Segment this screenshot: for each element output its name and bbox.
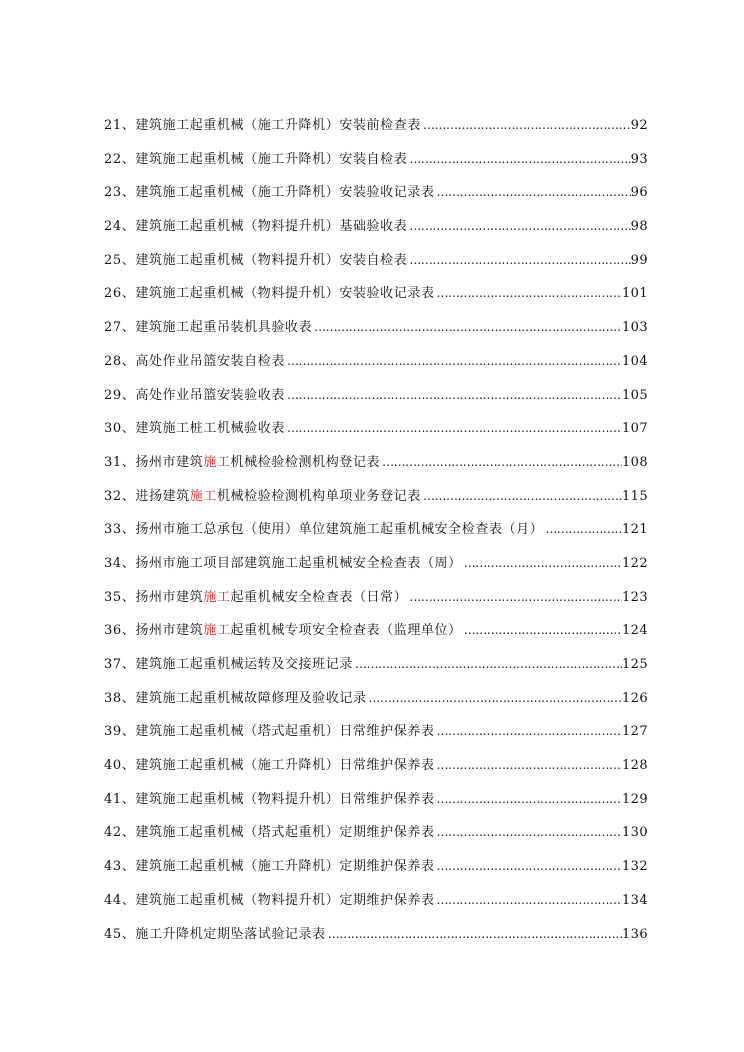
toc-entry-title-text: 38、建筑施工起重机械故障修理及验收记录: [104, 690, 367, 706]
toc-entry[interactable]: [104, 788, 648, 822]
toc-entry-title: [104, 586, 407, 605]
toc-entry-title-text: 42、建筑施工起重机械（塔式起重机）定期维护保养表: [104, 825, 435, 841]
toc-entry-title-text-suffix: 起重机械安全检查表（日常）: [230, 589, 408, 605]
toc-page-number: 108: [621, 454, 648, 470]
toc-page-number: 104: [621, 353, 648, 369]
toc-entry[interactable]: [104, 316, 648, 350]
toc-entry[interactable]: [104, 249, 648, 283]
toc-page-number: 99: [630, 252, 648, 268]
toc-entry-title-text: 45、施工升降机定期坠落试验记录表: [104, 926, 326, 942]
toc-page-number: 105: [621, 387, 648, 403]
toc-page-number: 96: [630, 185, 648, 201]
toc-entry[interactable]: [104, 821, 648, 855]
toc-entry-title-text: 36、扬州市建筑: [104, 623, 204, 639]
toc-dot-leader: [326, 927, 622, 941]
toc-dot-leader: [407, 253, 630, 267]
toc-page-number: 121: [621, 522, 648, 538]
toc-page-number: 136: [621, 926, 648, 942]
toc-entry-title: [104, 215, 407, 234]
toc-dot-leader: [285, 421, 622, 435]
toc-dot-leader: [462, 556, 622, 570]
toc-page-number: 93: [630, 151, 648, 167]
toc-dot-leader: [435, 893, 622, 907]
toc-page-number: 127: [621, 724, 648, 740]
toc-entry[interactable]: [104, 619, 648, 653]
toc-entry[interactable]: [104, 518, 648, 552]
toc-dot-leader: [407, 219, 630, 233]
toc-dot-leader: [421, 489, 622, 503]
toc-entry[interactable]: [104, 417, 648, 451]
toc-entry-title-text: 25、建筑施工起重机械（物料提升机）安装自检表: [104, 252, 408, 268]
toc-page-number: 107: [621, 421, 648, 437]
toc-entry-title-text: 39、建筑施工起重机械（塔式起重机）日常维护保养表: [104, 724, 435, 740]
toc-dot-leader: [543, 522, 622, 536]
toc-entry-title-highlight: 施工: [203, 623, 231, 639]
toc-entry[interactable]: [104, 384, 648, 418]
toc-entry-title-text: 37、建筑施工起重机械运转及交接班记录: [104, 657, 353, 672]
toc-entry-title: [104, 282, 435, 301]
toc-entry[interactable]: [104, 148, 648, 182]
toc-entry-title-text: 21、建筑施工起重机械（施工升降机）安装前检查表: [104, 118, 421, 133]
toc-page-number: 92: [630, 118, 648, 133]
toc-entry[interactable]: [104, 215, 648, 249]
toc-entry[interactable]: [104, 687, 648, 721]
toc-entry[interactable]: [104, 181, 648, 215]
toc-page-number: 122: [621, 555, 648, 571]
toc-entry[interactable]: [104, 485, 648, 519]
toc-entry[interactable]: [104, 282, 648, 316]
toc-dot-leader: [435, 825, 622, 839]
toc-entry-title-text: 35、扬州市建筑: [104, 589, 204, 605]
toc-entry[interactable]: [104, 586, 648, 620]
toc-page-number: 98: [630, 219, 648, 235]
toc-entry-title: [104, 687, 367, 706]
toc-page-number: 134: [621, 892, 648, 908]
toc-entry-title: [104, 350, 285, 369]
toc-entry[interactable]: [104, 114, 648, 148]
toc-page-number: 129: [621, 791, 648, 807]
toc-entry[interactable]: [104, 451, 648, 485]
toc-entry-title: [104, 788, 435, 807]
toc-dot-leader: [380, 455, 622, 469]
toc-entry-title: [104, 485, 421, 504]
table-of-contents: [104, 114, 648, 956]
toc-entry-title: [104, 552, 462, 571]
toc-entry-title-text: 31、扬州市建筑: [104, 454, 204, 470]
toc-dot-leader: [367, 691, 622, 705]
toc-page-number: 101: [621, 286, 648, 302]
toc-entry-title-text: 27、建筑施工起重吊装机具验收表: [104, 320, 313, 336]
toc-entry-title-text-suffix: 起重机械专项安全检查表（监理单位）: [230, 623, 462, 639]
toc-page-number: 123: [621, 589, 648, 605]
toc-entry-title: [104, 720, 435, 739]
toc-entry-title: [104, 417, 285, 436]
toc-entry-title: [104, 889, 435, 908]
toc-entry-title-text: 44、建筑施工起重机械（物料提升机）定期维护保养表: [104, 892, 435, 908]
toc-dot-leader: [435, 724, 622, 738]
toc-entry-title: [104, 181, 435, 200]
toc-entry-title-text: 41、建筑施工起重机械（物料提升机）日常维护保养表: [104, 791, 435, 807]
toc-entry-title-text-suffix: 机械检验检测机构登记表: [230, 454, 381, 470]
toc-entry-title-text: 22、建筑施工起重机械（施工升降机）安装自检表: [104, 151, 408, 167]
toc-dot-leader: [312, 320, 622, 334]
toc-page-number: 132: [621, 859, 648, 875]
toc-dot-leader: [435, 758, 622, 772]
toc-entry-title: [104, 148, 407, 167]
toc-dot-leader: [353, 657, 622, 671]
toc-dot-leader: [285, 388, 622, 402]
toc-entry-title: [104, 923, 326, 942]
toc-entry-title-highlight: 施工: [203, 454, 231, 470]
toc-page-number: 128: [621, 758, 648, 774]
toc-entry-title: [104, 653, 353, 672]
toc-dot-leader: [462, 623, 622, 637]
toc-entry-title-text: 23、建筑施工起重机械（施工升降机）安装验收记录表: [104, 185, 435, 201]
toc-entry-title-text: 43、建筑施工起重机械（施工升降机）定期维护保养表: [104, 859, 435, 875]
toc-entry-title: [104, 855, 435, 874]
toc-entry-title: [104, 518, 543, 537]
toc-entry-title-text: 28、高处作业吊篮安装自检表: [104, 353, 285, 369]
toc-dot-leader: [435, 286, 622, 300]
toc-dot-leader: [435, 792, 622, 806]
toc-page-number: 126: [621, 690, 648, 706]
toc-entry[interactable]: [104, 552, 648, 586]
toc-dot-leader: [407, 152, 630, 166]
toc-entry-title: [104, 384, 285, 403]
toc-page-number: 125: [621, 657, 648, 672]
toc-entry[interactable]: [104, 923, 648, 957]
toc-page-number: 124: [621, 623, 648, 639]
toc-page-number: 115: [621, 488, 648, 504]
toc-entry[interactable]: [104, 754, 648, 788]
toc-entry-title-text: 33、扬州市施工总承包（使用）单位建筑施工起重机械安全检查表（月）: [104, 522, 544, 538]
toc-dot-leader: [285, 354, 622, 368]
toc-entry-title: [104, 821, 435, 840]
toc-dot-leader: [407, 590, 622, 604]
toc-page-number: 103: [621, 320, 648, 336]
toc-dot-leader: [435, 185, 631, 199]
toc-entry-title: [104, 249, 407, 268]
toc-entry-title-text: 40、建筑施工起重机械（施工升降机）日常维护保养表: [104, 758, 435, 774]
toc-entry-title: [104, 316, 312, 335]
toc-entry[interactable]: [104, 889, 648, 923]
toc-entry-title-highlight: 施工: [189, 488, 217, 504]
toc-entry-title: [104, 114, 421, 133]
toc-entry-title-text: 34、扬州市施工项目部建筑施工起重机械安全检查表（周）: [104, 555, 462, 571]
toc-entry[interactable]: [104, 350, 648, 384]
toc-entry[interactable]: [104, 720, 648, 754]
toc-entry-title-text: 32、进扬建筑: [104, 488, 190, 504]
toc-entry-title-text: 29、高处作业吊篮安装验收表: [104, 387, 285, 403]
toc-entry-title-text: 24、建筑施工起重机械（物料提升机）基础验收表: [104, 219, 408, 235]
toc-entry[interactable]: [104, 653, 648, 687]
toc-entry-title-text: 30、建筑施工桩工机械验收表: [104, 421, 285, 437]
toc-entry-title: [104, 619, 462, 638]
toc-entry-title-text: 26、建筑施工起重机械（物料提升机）安装验收记录表: [104, 286, 435, 302]
toc-entry-title-highlight: 施工: [203, 589, 231, 605]
toc-entry[interactable]: [104, 855, 648, 889]
toc-entry-title-text-suffix: 机械检验检测机构单项业务登记表: [216, 488, 421, 504]
toc-page-number: 130: [621, 825, 648, 841]
toc-dot-leader: [421, 118, 631, 132]
toc-dot-leader: [435, 859, 622, 873]
toc-entry-title: [104, 754, 435, 773]
toc-entry-title: [104, 451, 380, 470]
